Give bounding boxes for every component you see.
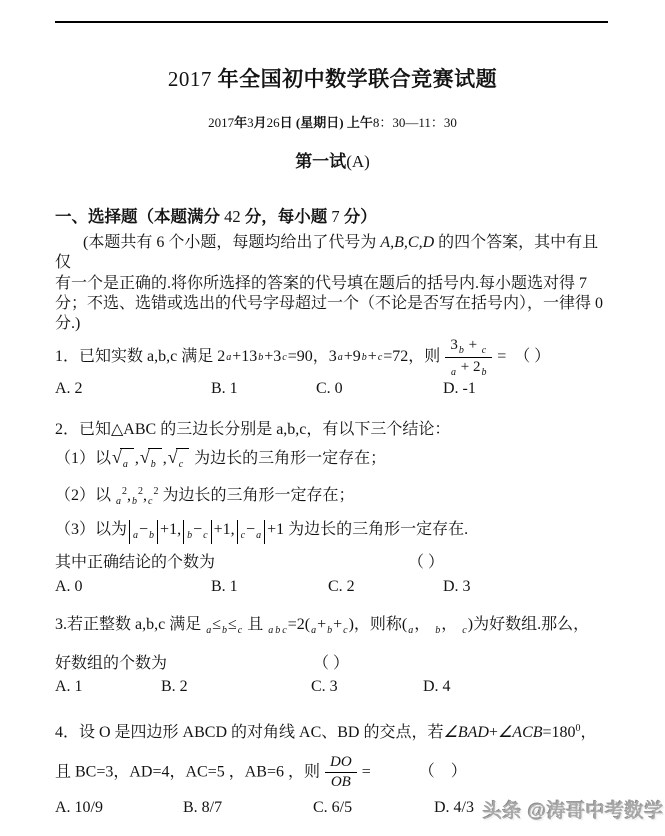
option-a: A. 2 — [55, 379, 83, 397]
instructions-line: 有一个是正确的.将你所选择的答案的代号填在题后的括号内.每小题选对得 7 — [55, 274, 588, 292]
option-b: B. 2 — [161, 678, 188, 696]
question-3-stem: 3.若正整数 a,b,c 满足 $_a\le_b\le_c$ 且 $_a$ $_b$ $_c=2(_a+_b+_c)$，则称($_a$， $_b$， $_c$)为好数组.那么， — [55, 616, 590, 637]
question-2-stem: 2．已知△ABC 的三边长分别是 a,b,c，有以下三个结论： — [55, 420, 451, 438]
option-a: A. 10/9 — [55, 798, 103, 816]
answer-prompt: 其中正确结论的个数为 — [55, 553, 216, 571]
option-b: B. 1 — [211, 577, 238, 595]
question-2 — [55, 420, 610, 598]
question-3-answer-row — [55, 654, 610, 675]
option-b: B. 1 — [211, 379, 238, 397]
question-3-options — [55, 677, 610, 698]
option-c: C. 3 — [311, 678, 338, 696]
instructions-line: (本题共有 6 个小题，每题均给出了代号为 A,B,C,D 的四个答案，其中有且仅 — [55, 233, 599, 272]
question-2-item-2: （2）以 $_a^2,_b^2,_c^2$ 为边长的三角形一定存在； — [55, 486, 355, 508]
page-title: 2017 年全国初中数学联合竞赛试题 — [167, 67, 498, 91]
option-d: D. -1 — [443, 379, 476, 397]
question-1-stem: 1．已知实数 a,b,c 满足 2 a +13 b +3 c =90，3 a +9 b + c =72，则 $\frac{3_b + _c}{_a + 2_b}$ = （ ） — [55, 336, 551, 379]
question-4-stem-line-2 — [55, 750, 610, 796]
fraction: $\frac{3_b + _c}{_a + 2_b}$ — [445, 337, 492, 379]
question-1 — [55, 337, 610, 400]
section-one-heading: 一、选择题（本题满分 42 分，每小题 7 分） — [55, 207, 377, 227]
absolute-value: $_b-_c$ — [183, 520, 211, 544]
question-2-item-3: （3）以为 $_a-_b +1$, $_b-_c +1$, $_c-_a +1$ 为边长的三角形一定存在. — [55, 520, 610, 544]
option-c: C. 0 — [316, 379, 343, 397]
answer-blank: （ ） — [418, 763, 467, 781]
sqrt-radical: √ $_a$ — [112, 448, 134, 471]
radical-sign: √ — [167, 447, 178, 468]
absolute-value: $_a-_b$ — [129, 520, 158, 544]
option-a: A. 1 — [55, 678, 83, 696]
section-instructions — [55, 233, 610, 335]
answer-blank: （ ） — [408, 553, 445, 571]
session-title: 第一试(A) — [295, 152, 370, 172]
header-rule — [55, 21, 608, 23]
radical-sign: √ — [112, 447, 122, 468]
sqrt-radical: √ $_c$ — [168, 448, 189, 471]
option-d: D. 4 — [423, 678, 451, 696]
absolute-value: $_c-_a$ — [237, 520, 265, 544]
option-d: D. 3 — [443, 577, 471, 595]
option-c: C. 6/5 — [313, 798, 353, 816]
instructions-line: 分.) — [55, 315, 81, 333]
watermark: 头条 @涛哥中考数学 — [483, 801, 664, 822]
question-1-options — [55, 379, 610, 400]
answer-prompt: 好数组的个数为 — [55, 655, 168, 673]
exam-date-line: 2017年3月26日 (星期日) 上午8：30—11：30 — [208, 115, 457, 131]
question-2-item-1: （1）以 √ $_a$ , √ $_b$ , √ $_c$ 为边长的三角形一定存在； — [55, 447, 387, 471]
question-3 — [55, 615, 610, 698]
option-d: D. 4/3 — [434, 798, 474, 816]
answer-blank: （ ） — [313, 655, 350, 673]
sqrt-radical: √ $_b$ — [140, 448, 162, 471]
question-2-answer-row — [55, 553, 610, 574]
option-c: C. 2 — [328, 577, 355, 595]
fraction: $\frac{DO}{OB}$ — [325, 754, 357, 792]
question-4-equation: 且 BC=3，AD=4，AC=5 ，AB=6 ，则 $\frac{DO}{OB}$ = — [55, 754, 371, 791]
radical-sign: √ — [139, 447, 150, 468]
option-a: A. 0 — [55, 577, 83, 595]
question-4-stem-line-1: 4．设 O 是四边形 ABCD 的对角线 AC、BD 的交点，若$\angle BAD+\angle ACB=180^0$， — [55, 723, 597, 742]
instructions-line: 分；不选、选错或选出的代号字母超过一个（不论是否写在括号内），一律得 0 — [55, 294, 604, 312]
question-2-options — [55, 577, 610, 598]
option-b: B. 8/7 — [183, 798, 223, 816]
